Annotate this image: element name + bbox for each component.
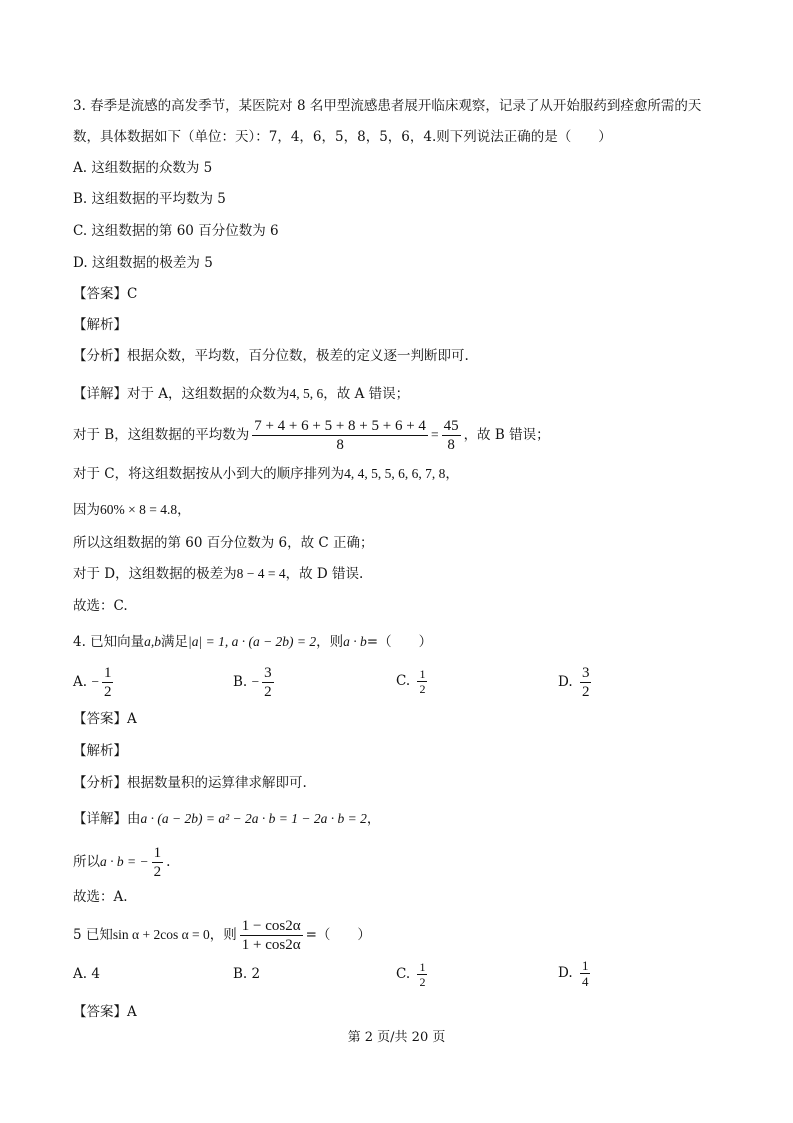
fenxi-tag: 【分析】	[73, 775, 127, 791]
option-fraction	[580, 958, 591, 989]
fraction-numerator: 3	[264, 665, 272, 681]
q3-detail-c2	[73, 500, 191, 520]
option-label: B.	[233, 674, 248, 690]
q3-option-b: B. 这组数据的平均数为 5	[73, 191, 226, 207]
q3-fenxi	[73, 346, 469, 366]
answer-value: A	[127, 1004, 137, 1020]
stem-text: 满足	[161, 634, 189, 650]
fenxi-text: 根据数量积的运算律求解即可.	[127, 775, 307, 791]
result-fraction	[152, 844, 164, 881]
q4-detail-1	[73, 809, 380, 829]
answer-tag: 【答案】	[73, 711, 127, 727]
stem-text: ，则	[316, 634, 344, 650]
q4-detail-2	[73, 842, 170, 882]
q3-stem-line1: 3. 春季是流感的高发季节，某医院对 8 名甲型流感患者展开临床观察，记录了从开始服药到痊愈所需的天	[73, 98, 702, 114]
answer-tag: 【答案】	[73, 286, 127, 302]
fraction-numerator: 45	[443, 418, 459, 434]
q3-detail-b	[73, 413, 550, 457]
detail-text: 因为	[73, 502, 100, 518]
fraction-denominator: 2	[103, 684, 112, 700]
math-expr: 60% × 8 = 4.8	[100, 502, 178, 517]
stem-text: ，则	[209, 927, 237, 943]
fraction-numerator: 1	[419, 960, 426, 974]
q4-option-d	[558, 664, 594, 701]
detail-text: 对于 B，这组数据的平均数为	[73, 427, 250, 443]
fraction-denominator: 2	[419, 975, 426, 989]
q4-option-c	[396, 667, 430, 696]
mean-fraction	[252, 417, 428, 454]
q4-analysis-tag: 【解析】	[73, 743, 127, 759]
q3-stem-line2: 数，具体数据如下（单位：天）：7，4，6，5，8，5，6，4.则下列说法正确的是（ ）	[73, 129, 612, 145]
dot-product: a · b	[343, 634, 367, 649]
xiangjie-tag: 【详解】	[73, 811, 127, 827]
option-label: C.	[396, 966, 411, 982]
q5-option-a: A. 4	[73, 966, 100, 982]
fraction-numerator: 1	[581, 958, 589, 973]
q4-conclusion: 故选：A.	[73, 889, 128, 905]
minus-sign: −	[91, 674, 99, 689]
stem-text: 5 已知	[73, 927, 113, 943]
fraction-denominator: 4	[581, 974, 589, 989]
option-fraction	[102, 664, 114, 701]
trig-condition: sin α + 2cos α = 0	[112, 927, 210, 942]
detail-text: 对于 D，这组数据的极差为	[73, 566, 237, 582]
detail-text: ，故 B 错误；	[463, 427, 550, 443]
fenxi-text: 根据众数，平均数，百分位数，极差的定义逐一判断即可.	[127, 348, 469, 364]
xiangjie-tag: 【详解】	[73, 386, 127, 402]
q3-answer	[73, 284, 137, 304]
q5-answer	[73, 1002, 137, 1022]
q3-option-a: A. 这组数据的众数为 5	[73, 160, 213, 176]
q4-stem	[73, 632, 432, 652]
page-footer: 第 2 页/共 20 页	[347, 1030, 446, 1045]
option-fraction	[580, 664, 592, 701]
fraction-numerator: 3	[581, 665, 590, 681]
detail-text: ，	[445, 466, 459, 482]
detail-text: ，	[177, 502, 191, 518]
fenxi-tag: 【分析】	[73, 348, 127, 364]
option-label: A.	[73, 674, 88, 690]
math-expr: 8 − 4 = 4	[236, 566, 286, 581]
math-expr: a · (a − 2b) = a² − 2a · b = 1 − 2a · b = 2	[140, 811, 367, 826]
option-fraction	[262, 664, 274, 701]
detail-text: 对于 A，这组数据的众数为	[127, 386, 290, 402]
math-expr: 4, 4, 5, 5, 6, 6, 7, 8	[344, 466, 446, 481]
q4-option-b	[233, 664, 277, 701]
q4-answer	[73, 709, 137, 729]
vector-condition: |a| = 1, a · (a − 2b) = 2	[188, 634, 317, 649]
q3-analysis-tag: 【解析】	[73, 317, 127, 333]
detail-text: .	[166, 854, 171, 870]
q5-option-d	[558, 958, 593, 989]
stem-text: 4. 已知向量	[73, 634, 145, 650]
q3-conclusion: 故选：C.	[73, 598, 128, 614]
q5-option-b: B. 2	[233, 966, 261, 982]
q3-option-c: C. 这组数据的第 60 百分位数为 6	[73, 223, 279, 239]
mean-result-fraction	[442, 417, 461, 454]
fraction-numerator: 1	[419, 667, 426, 681]
fraction-denominator: 2	[581, 684, 590, 700]
vectors-ab: a,b	[144, 634, 162, 649]
option-fraction	[417, 667, 427, 696]
detail-text: 所以	[73, 854, 100, 870]
option-label: C.	[396, 673, 411, 689]
answer-value: C	[127, 286, 138, 302]
stem-text: =（ ）	[366, 634, 433, 650]
detail-text: 对于 C，将这组数据按从小到大的顺序排列为	[73, 466, 345, 482]
stem-text: =（ ）	[305, 927, 371, 943]
option-label: D.	[558, 674, 573, 690]
q3-detail-d	[73, 564, 363, 584]
q5-option-c	[396, 960, 430, 989]
q4-fenxi	[73, 773, 307, 793]
q3-detail-c	[73, 464, 459, 484]
detail-text: 由	[127, 811, 141, 827]
q3-detail-c3: 所以这组数据的第 60 百分位数为 6，故 C 正确；	[73, 535, 374, 551]
q5-stem	[73, 913, 371, 957]
equals-sign: =	[430, 427, 439, 442]
fraction-denominator: 2	[419, 682, 426, 696]
math-expr: 4, 5, 6	[289, 386, 324, 401]
detail-text: ，	[366, 811, 381, 827]
option-fraction	[417, 960, 427, 989]
trig-fraction	[240, 917, 303, 954]
answer-tag: 【答案】	[73, 1004, 127, 1020]
fraction-denominator: 8	[447, 437, 455, 453]
fraction-denominator: 2	[153, 864, 162, 880]
fraction-numerator: 1	[153, 845, 162, 861]
math-expr: a · b = −	[100, 854, 149, 869]
fraction-denominator: 1 + cos2α	[241, 937, 301, 953]
detail-text: ，故 A 错误；	[323, 386, 410, 402]
fraction-numerator: 1 − cos2α	[241, 918, 301, 934]
answer-value: A	[127, 711, 137, 727]
detail-text: ，故 D 错误.	[285, 566, 364, 582]
q3-detail-a	[73, 384, 409, 404]
option-label: D.	[558, 965, 573, 981]
q3-option-d: D. 这组数据的极差为 5	[73, 255, 213, 271]
fraction-numerator: 7 + 4 + 6 + 5 + 8 + 5 + 6 + 4	[254, 418, 426, 434]
fraction-numerator: 1	[103, 665, 112, 681]
fraction-denominator: 8	[336, 437, 344, 453]
minus-sign: −	[251, 674, 260, 689]
q4-option-a	[73, 664, 116, 701]
fraction-denominator: 2	[264, 684, 272, 700]
